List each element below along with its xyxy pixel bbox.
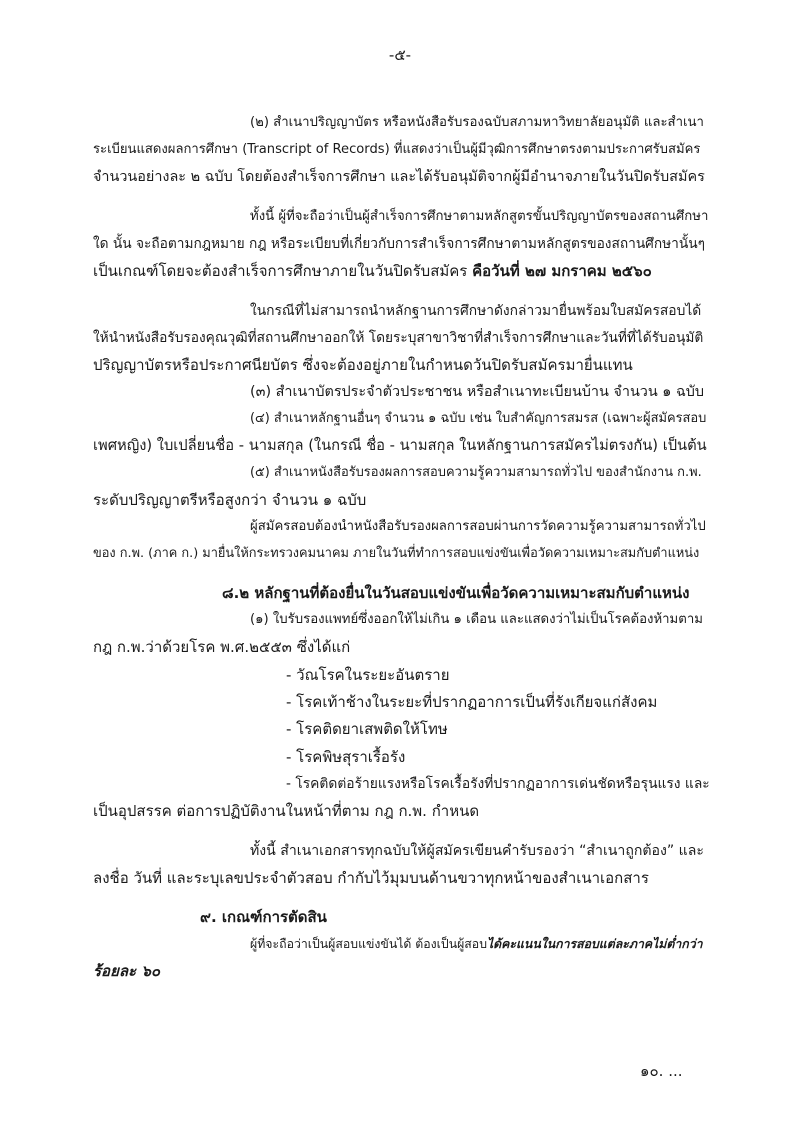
- disease-item: - โรคติดต่อร้ายแรงหรือโรคเรื้อรังที่ปรากฏอาการเด่นชัดหรือรุนแรง และ: [286, 776, 710, 792]
- page-number: -๕-: [388, 46, 412, 64]
- judging-line-2: ร้อยละ ๖๐: [93, 962, 161, 980]
- graduate-note-line-3: [93, 260, 652, 282]
- item-2-line-1: (๒) สำเนาปริญญาบัตร หรือหนังสือรับรองฉบับสภามหาวิทยาลัยอนุมัติ และสำเนา: [250, 115, 704, 130]
- judging-line-1: [250, 933, 703, 955]
- disease-item: - โรคติดยาเสพติดให้โทษ: [286, 720, 448, 738]
- medical-cert-line-2: กฎ ก.พ.ว่าด้วยโรค พ.ศ.๒๕๕๓ ซึ่งได้แก่: [93, 638, 351, 656]
- graduate-note-line-1: ทั้งนี้ ผู้ที่จะถือว่าเป็นผู้สำเร็จการศึกษาตามหลักสูตรขั้นปริญญาบัตรของสถานศึกษา: [250, 209, 709, 224]
- section-9-heading: ๙. เกณฑ์การตัดสิน: [200, 908, 327, 926]
- item-4-line-2: เพศหญิง) ใบเปลี่ยนชื่อ - นามสกุล (ในกรณี ชื่อ - นามสกุล ในหลักฐานการสมัครไม่ตรงกัน) เป็นต้น: [93, 437, 707, 454]
- disease-continuation: เป็นอุปสรรค ต่อการปฏิบัติงานในหน้าที่ตาม กฎ ก.พ. กำหนด: [93, 802, 480, 820]
- no-evidence-note-line-2: ให้นำหนังสือรับรองคุณวุฒิที่สถานศึกษาออกให้ โดยระบุสาขาวิชาที่สำเร็จการศึกษาและวันที่ที่ได้รับอนุมัติ: [93, 330, 704, 346]
- item-5-line-1: (๕) สำเนาหนังสือรับรองผลการสอบความรู้ความสามารถทั่วไป ของสำนักงาน ก.พ.: [250, 465, 702, 480]
- section-8-2-heading: ๘.๒ หลักฐานที่ต้องยื่นในวันสอบแข่งขันเพื่อวัดความเหมาะสมกับตำแหน่ง: [222, 584, 690, 602]
- item-5-line-2: ระดับปริญญาตรีหรือสูงกว่า จำนวน ๑ ฉบับ: [93, 491, 367, 509]
- item-3: (๓) สำเนาบัตรประจำตัวประชาชน หรือสำเนาทะเบียนบ้าน จำนวน ๑ ฉบับ: [250, 384, 705, 400]
- judging-text: ผู้ที่จะถือว่าเป็นผู้สอบแข่งขันได้ ต้องเป็นผู้สอบ: [250, 937, 487, 951]
- judging-criteria: ได้คะแนนในการสอบแต่ละภาคไม่ต่ำกว่า: [487, 937, 703, 951]
- disease-item: - โรคเท้าช้างในระยะที่ปรากฏอาการเป็นที่รังเกียจแก่สังคม: [286, 693, 658, 711]
- item-2-line-3: จำนวนอย่างละ ๒ ฉบับ โดยต้องสำเร็จการศึกษา และได้รับอนุมัติจากผู้มีอำนาจภายในวันปิดรับสมัคร: [93, 169, 705, 185]
- closing-date: คือวันที่ ๒๗ มกราคม ๒๕๖๐: [472, 262, 652, 280]
- no-evidence-note-line-1: ในกรณีที่ไม่สามารถนำหลักฐานการศึกษาดังกล่าวมายื่นพร้อมใบสมัครสอบได้: [250, 303, 702, 319]
- certify-note-line-2: ลงชื่อ วันที่ และระบุเลขประจำตัวสอบ กำกับไว้มุมบนด้านขวาทุกหน้าของสำเนาเอกสาร: [93, 869, 649, 887]
- ocsc-note-line-2: ของ ก.พ. (ภาค ก.) มายื่นให้กระทรวงคมนาคม ภายในวันที่ทำการสอบแข่งขันเพื่อวัดความเหมาะสมกับตำแหน่ง: [93, 546, 700, 561]
- disease-item: - โรคพิษสุราเรื้อรัง: [286, 748, 406, 766]
- certify-note-line-1: ทั้งนี้ สำเนาเอกสารทุกฉบับให้ผู้สมัครเขียนคำรับรองว่า “สำเนาถูกต้อง” และ: [250, 843, 704, 859]
- next-page-marker: ๑๐. ...: [640, 1062, 683, 1080]
- disease-item: - วัณโรคในระยะอันตราย: [286, 666, 450, 684]
- graduate-note-text: เป็นเกณฑ์โดยจะต้องสำเร็จการศึกษาภายในวันปิดรับสมัคร: [93, 262, 473, 280]
- ocsc-note-line-1: ผู้สมัครสอบต้องนำหนังสือรับรองผลการสอบผ่านการวัดความรู้ความสามารถทั่วไป: [250, 519, 706, 534]
- medical-cert-line-1: (๑) ใบรับรองแพทย์ซึ่งออกให้ไม่เกิน ๑ เดือน และแสดงว่าไม่เป็นโรคต้องห้ามตาม: [250, 612, 703, 627]
- item-4-line-1: (๔) สำเนาหลักฐานอื่นๆ จำนวน ๑ ฉบับ เช่น ใบสำคัญการสมรส (เฉพาะผู้สมัครสอบ: [250, 411, 707, 426]
- item-2-line-2: ระเบียนแสดงผลการศึกษา (Transcript of Records) ที่แสดงว่าเป็นผู้มีวุฒิการศึกษาตรงตามประกาศรับสมัคร: [93, 142, 701, 157]
- graduate-note-line-2: ใด นั้น จะถือตามกฎหมาย กฎ หรือระเบียบที่เกี่ยวกับการสำเร็จการศึกษาตามหลักสูตรของสถานศึกษานั้นๆ: [93, 236, 705, 252]
- no-evidence-note-line-3: ปริญญาบัตรหรือประกาศนียบัตร ซึ่งจะต้องอยู่ภายในกำหนดวันปิดรับสมัครมายื่นแทน: [93, 356, 633, 374]
